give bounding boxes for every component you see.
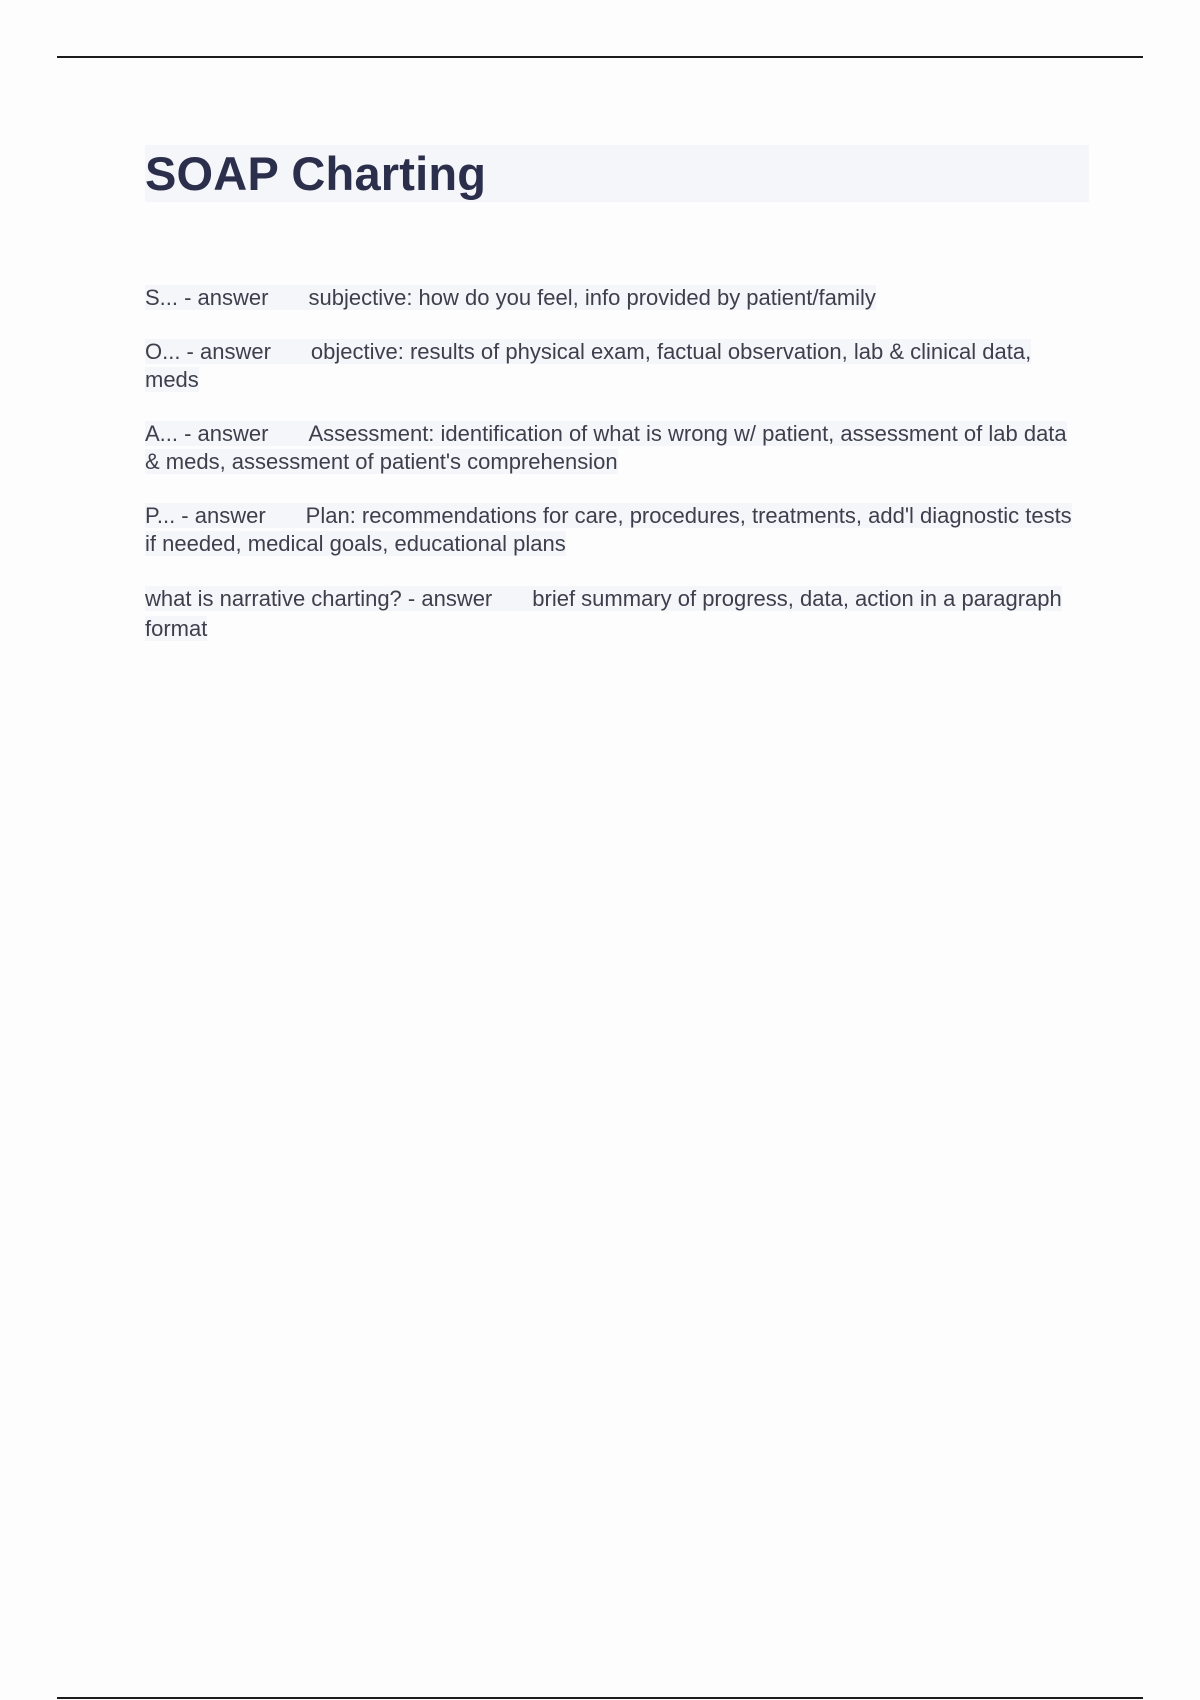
qa-list xyxy=(145,284,1085,670)
page-title: SOAP Charting xyxy=(145,147,487,200)
qa-entry-s xyxy=(145,284,1085,312)
qa-term: A... - answer xyxy=(145,421,308,446)
qa-entry-o xyxy=(145,338,1085,394)
top-rule xyxy=(57,56,1143,58)
qa-entry-narrative xyxy=(145,584,1085,644)
qa-definition: subjective: how do you feel, info provided by patient/family xyxy=(308,285,876,310)
qa-entry-a xyxy=(145,420,1085,476)
qa-definition: brief summary of progress, data, action in a paragraph format xyxy=(145,586,1062,641)
qa-term: O... - answer xyxy=(145,339,311,364)
qa-term: S... - answer xyxy=(145,285,308,310)
qa-definition: Plan: recommendations for care, procedures, treatments, add'l diagnostic tests if needed, medical goals, educational plans xyxy=(145,503,1072,556)
qa-definition: objective: results of physical exam, factual observation, lab & clinical data, meds xyxy=(145,339,1032,392)
bottom-rule xyxy=(57,1697,1143,1699)
qa-definition: Assessment: identification of what is wrong w/ patient, assessment of lab data & meds, assessment of patient's comprehension xyxy=(145,421,1067,474)
qa-term: P... - answer xyxy=(145,503,306,528)
qa-entry-p xyxy=(145,502,1085,558)
qa-term: what is narrative charting? - answer xyxy=(145,586,532,611)
